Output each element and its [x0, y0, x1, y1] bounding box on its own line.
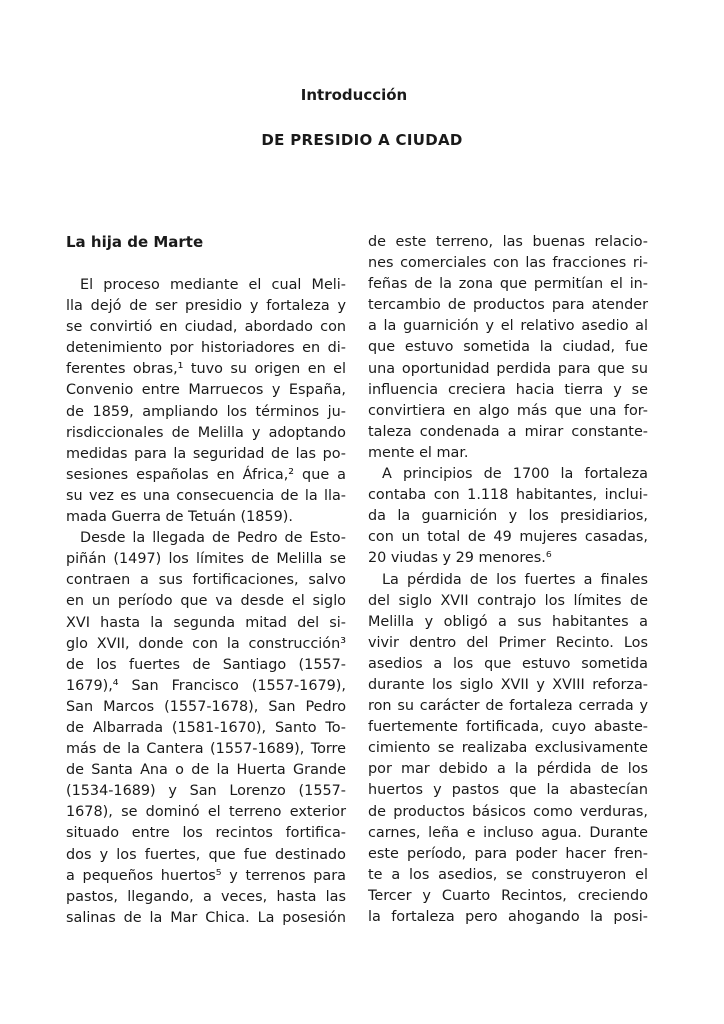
text-line: piñán (1497) los límites de Melilla se [66, 551, 346, 568]
text-line: da la guarnición y los presidiarios, [368, 508, 648, 525]
chapter-subtitle: DE PRESIDIO A CIUDAD [261, 131, 463, 149]
text-line: San Marcos (1557-1678), San Pedro [66, 698, 346, 715]
text-line: dos y los fuertes, que fue destinado [66, 846, 346, 863]
text-line: mada Guerra de Tetuán (1859). [66, 509, 293, 526]
text-line: XVI hasta la segunda mitad del si- [66, 614, 346, 631]
text-line: carnes, leña e incluso agua. Durante [368, 824, 648, 841]
text-line: feñas de la zona que permitían el in- [368, 276, 648, 293]
text-line: se convirtió en ciudad, abordado con [66, 319, 346, 336]
text-line: influencia creciera hacia tierra y se [368, 381, 648, 398]
text-line: ron su carácter de fortaleza cerrada y [368, 698, 648, 715]
text-line: risdiccionales de Melilla y adoptando [66, 424, 346, 441]
text-line: salinas de la Mar Chica. La posesión [66, 909, 346, 926]
text-line: cimiento se realizaba exclusivamente [368, 740, 648, 757]
text-line: durante los siglo XVII y XVIII reforza- [368, 676, 648, 693]
text-line: asedios a los que estuvo sometida [368, 655, 648, 672]
text-line: taleza condenada a mirar constante- [368, 423, 648, 440]
left-column-body [66, 275, 346, 929]
text-line: 20 viudas y 29 menores.⁶ [368, 550, 552, 567]
text-line: 1679),⁴ San Francisco (1557-1679), [66, 677, 346, 694]
text-line: Desde la llegada de Pedro de Esto- [80, 530, 346, 547]
left-column [66, 232, 346, 929]
text-line: La pérdida de los fuertes a finales [382, 571, 648, 588]
text-line: (1534-1689) y San Lorenzo (1557- [66, 783, 346, 800]
right-column [368, 232, 648, 928]
text-line: detenimiento por historiadores en di- [66, 340, 346, 357]
text-line: tercambio de productos para atender [368, 297, 648, 314]
text-line: vivir dentro del Primer Recinto. Los [368, 634, 648, 651]
chapter-title: Introducción [300, 86, 408, 104]
right-column-body [368, 232, 648, 928]
text-line: de Santa Ana o de la Huerta Grande [66, 762, 346, 779]
text-line: que estuvo sometida la ciudad, fue [368, 339, 648, 356]
text-line: Convenio entre Marruecos y España, [66, 382, 346, 399]
text-line: huertos y pastos que la abastecían [368, 782, 648, 799]
text-line: ferentes obras,¹ tuvo su origen en el [66, 361, 346, 378]
text-line: te a los asedios, se construyeron el [368, 866, 648, 883]
text-line: la fortaleza pero ahogando la posi- [368, 909, 648, 925]
text-line: Melilla y obligó a sus habitantes a [368, 613, 648, 630]
text-line: fuertemente fortificada, cuyo abaste- [368, 719, 648, 736]
text-line: pastos, llegando, a veces, hasta las [66, 888, 346, 905]
text-line: de Albarrada (1581-1670), Santo To- [66, 719, 346, 736]
text-line: a la guarnición y el relativo asedio al [368, 318, 648, 335]
text-line: por mar debido a la pérdida de los [368, 761, 648, 778]
text-line: convirtiera en algo más que una for- [368, 402, 648, 419]
section-heading: La hija de Marte [66, 233, 204, 251]
text-line: medidas para la seguridad de las po- [66, 445, 346, 462]
text-line: nes comerciales con las fracciones ri- [368, 255, 648, 272]
text-line: más de la Cantera (1557-1689), Torre [66, 741, 346, 758]
text-line: con un total de 49 mujeres casadas, [368, 529, 648, 546]
text-line: situado entre los recintos fortifica- [66, 825, 346, 842]
text-line: de 1859, ampliando los términos ju- [66, 403, 346, 420]
text-line: glo XVII, donde con la construcción³ [66, 635, 346, 652]
text-line: 1678), se dominó el terreno exterior [66, 804, 346, 821]
text-line: mente el mar. [368, 444, 469, 461]
text-line: lla dejó de ser presidio y fortaleza y [66, 298, 346, 315]
text-line: de los fuertes de Santiago (1557- [66, 656, 346, 673]
text-line: A principios de 1700 la fortaleza [382, 466, 648, 483]
text-line: contaba con 1.118 habitantes, inclui- [368, 487, 648, 504]
text-line: a pequeños huertos⁵ y terrenos para [66, 867, 346, 884]
text-line: en un período que va desde el siglo [66, 593, 346, 610]
text-line: de productos básicos como verduras, [368, 803, 648, 820]
text-line: su vez es una consecuencia de la lla- [66, 487, 346, 504]
text-line: de este terreno, las buenas relacio- [368, 234, 648, 250]
text-line: una oportunidad perdida para que su [368, 360, 648, 377]
text-line: Tercer y Cuarto Recintos, creciendo [368, 887, 648, 904]
text-line: contraen a sus fortificaciones, salvo [66, 572, 346, 589]
text-line: sesiones españolas en África,² que a [66, 466, 346, 483]
text-line: del siglo XVII contrajo los límites de [368, 592, 648, 609]
text-line: El proceso mediante el cual Meli- [80, 277, 346, 293]
text-line: este período, para poder hacer fren- [368, 845, 648, 862]
